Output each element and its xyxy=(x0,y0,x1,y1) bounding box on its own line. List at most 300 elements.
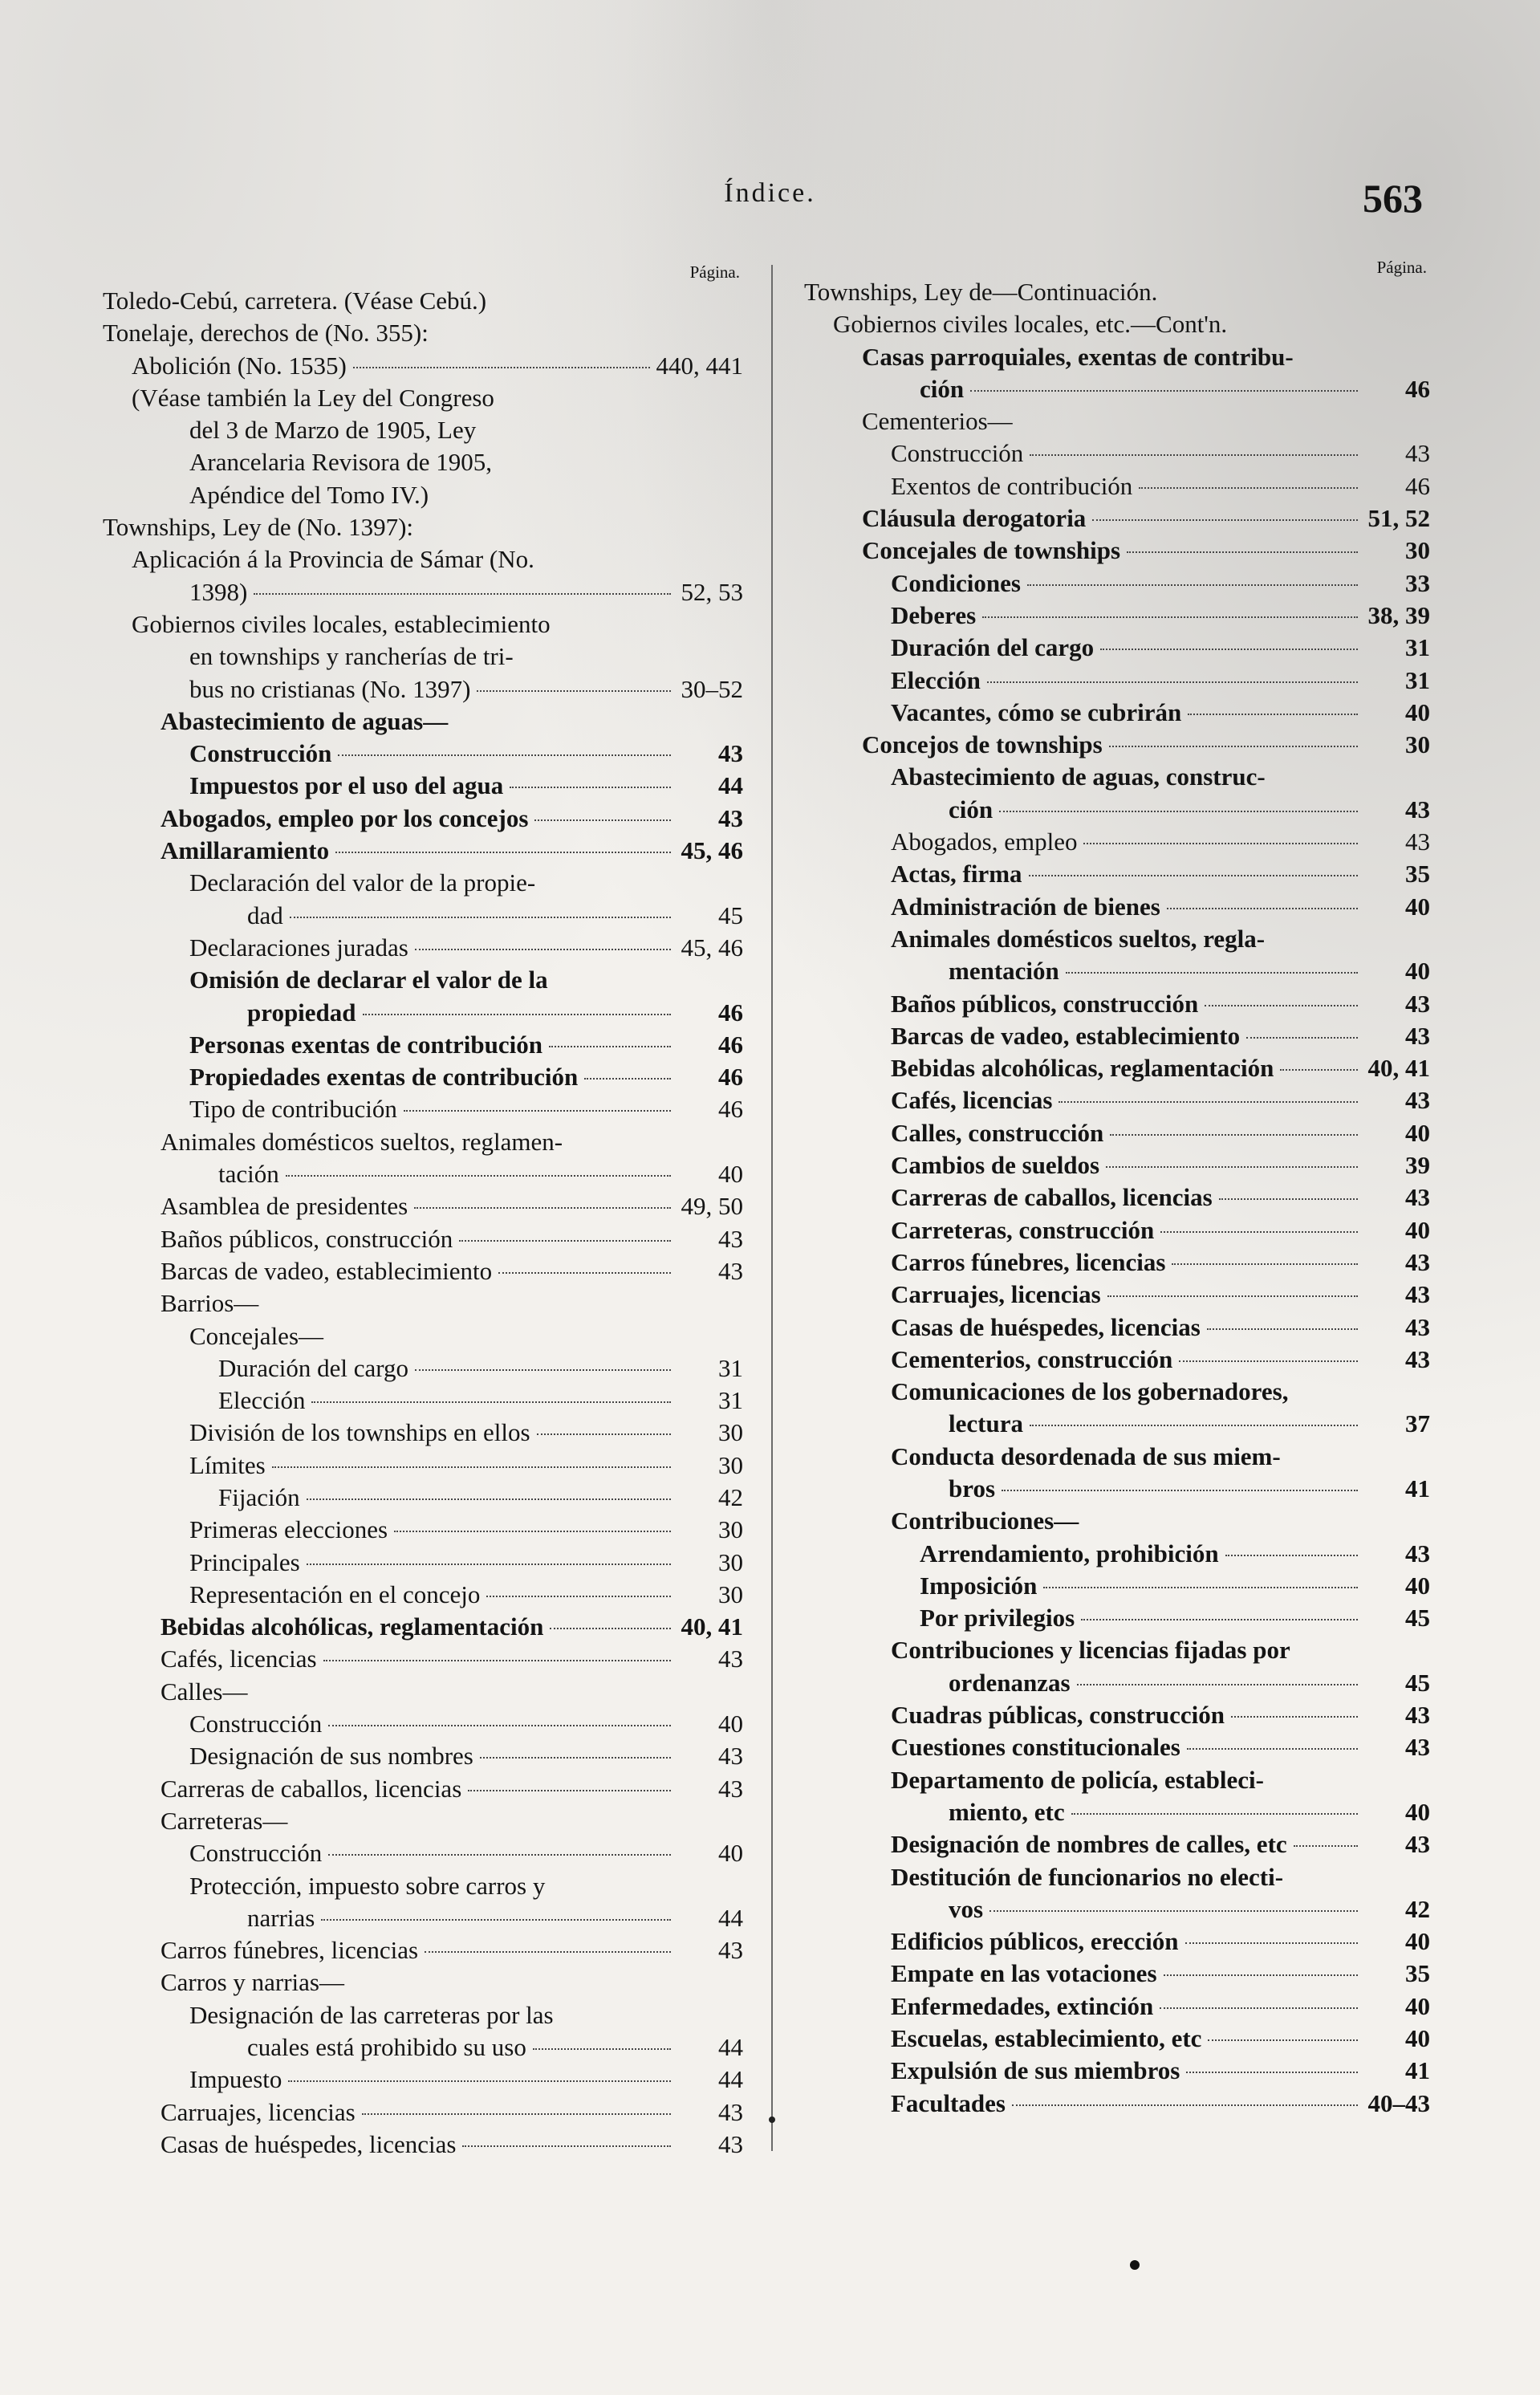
entry-text: Cementerios, construcción xyxy=(891,1344,1173,1373)
dot-leader xyxy=(363,1014,671,1015)
index-entry xyxy=(804,729,1430,761)
index-entry xyxy=(804,1020,1430,1052)
entry-text: Límites xyxy=(189,1450,266,1479)
page-reference: 46 xyxy=(1405,374,1430,403)
entry-line xyxy=(189,2031,743,2064)
entry-text: Construcción xyxy=(189,1839,323,1868)
index-entry xyxy=(103,2064,743,2096)
page-reference: 40 xyxy=(1405,1927,1430,1956)
entry-line xyxy=(920,1602,1430,1634)
entry-text: Designación de sus nombres xyxy=(189,1742,473,1771)
dot-leader xyxy=(1100,649,1358,650)
entry-line xyxy=(189,738,743,770)
index-entry xyxy=(103,1708,743,1740)
index-entry xyxy=(103,867,743,932)
entry-text: Propiedades exentas de contribución xyxy=(189,1063,579,1092)
entry-text: miento, etc xyxy=(949,1797,1065,1826)
entry-text: Arancelaria Revisora de 1905, xyxy=(189,448,493,477)
page-reference: 33 xyxy=(1405,568,1430,597)
column-divider xyxy=(771,265,773,2151)
entry-line xyxy=(189,1837,743,1869)
index-entry xyxy=(804,567,1430,600)
index-entry xyxy=(103,1676,743,1708)
entry-line xyxy=(862,535,1430,567)
index-entry xyxy=(804,1084,1430,1116)
index-entry xyxy=(103,1255,743,1287)
entry-text: Escuelas, establecimiento, etc xyxy=(891,2024,1202,2053)
entry-text: Omisión de declarar el valor de la xyxy=(189,966,548,994)
entry-line xyxy=(891,567,1430,600)
entry-text: ción xyxy=(920,374,965,403)
entry-text: Carreteras, construcción xyxy=(891,1215,1155,1244)
dot-leader xyxy=(290,917,671,918)
dot-leader xyxy=(1208,2039,1358,2041)
page-reference: 30 xyxy=(718,1547,743,1576)
entry-line xyxy=(891,2023,1430,2055)
entry-line xyxy=(189,900,743,932)
entry-text: Carros fúnebres, licencias xyxy=(891,1247,1166,1276)
entry-text: Tipo de contribución xyxy=(189,1095,397,1124)
dot-leader xyxy=(311,1401,671,1403)
entry-text: Carruajes, licencias xyxy=(161,2097,356,2126)
entry-text: Cementerios— xyxy=(862,407,1013,436)
dot-leader xyxy=(286,1175,671,1177)
entry-text: Barcas de vadeo, establecimiento xyxy=(161,1256,493,1285)
dot-leader xyxy=(425,1951,671,1953)
entry-text: Comunicaciones de los gobernadores, xyxy=(891,1377,1289,1406)
index-entry xyxy=(804,1925,1430,1958)
entry-line xyxy=(189,2064,743,2096)
index-entry xyxy=(103,1805,743,1837)
dot-leader xyxy=(1164,1974,1358,1976)
dot-leader xyxy=(415,949,671,950)
entry-line xyxy=(189,1547,743,1579)
index-entry xyxy=(804,1052,1430,1084)
dot-leader xyxy=(362,2113,671,2115)
index-entry xyxy=(103,285,743,317)
entry-text: Deberes xyxy=(891,600,977,629)
dot-leader xyxy=(1231,1716,1358,1718)
index-entry xyxy=(804,1731,1430,1763)
entry-line xyxy=(891,1279,1430,1311)
index-entry xyxy=(804,1376,1430,1441)
entry-text: Enfermedades, extinción xyxy=(891,1991,1154,2020)
dot-leader xyxy=(982,616,1358,618)
entry-line xyxy=(891,1344,1430,1376)
page-reference: 43 xyxy=(1405,1344,1430,1373)
right-column xyxy=(804,258,1430,2120)
dot-leader xyxy=(987,681,1358,683)
page-reference: 49, 50 xyxy=(681,1192,743,1221)
page-reference: 30 xyxy=(718,1418,743,1447)
entry-text: Asamblea de presidentes xyxy=(161,1192,408,1221)
entry-line xyxy=(189,770,743,802)
page-reference: 43 xyxy=(1405,1183,1430,1212)
page-reference: 440, 441 xyxy=(656,351,743,380)
index-entry xyxy=(103,770,743,802)
entry-text: Concejos de townships xyxy=(862,730,1103,759)
entry-text: bros xyxy=(949,1474,996,1502)
entry-text: Representación en el concejo xyxy=(189,1580,481,1608)
entry-text: Baños públicos, construcción xyxy=(891,989,1199,1018)
pagina-label: Página. xyxy=(1376,258,1427,277)
index-entry xyxy=(804,761,1430,826)
index-entry xyxy=(103,382,743,511)
entry-text: Personas exentas de contribución xyxy=(189,1030,543,1059)
index-entry xyxy=(103,350,743,382)
dot-leader xyxy=(1219,1198,1358,1200)
entry-text: Contribuciones— xyxy=(891,1507,1079,1535)
page-reference: 46 xyxy=(1405,471,1430,500)
page-reference: 30 xyxy=(718,1580,743,1608)
entry-line xyxy=(862,502,1430,535)
entry-text: Elección xyxy=(891,665,981,694)
dot-leader xyxy=(272,1466,671,1468)
entry-text: Tonelaje, derechos de (No. 355): xyxy=(103,319,429,348)
page-reference: 44 xyxy=(718,771,743,800)
index-entry xyxy=(804,1311,1430,1344)
index-entry xyxy=(804,1861,1430,1926)
page-reference: 39 xyxy=(1405,1151,1430,1180)
entry-text: Carros fúnebres, licencias xyxy=(161,1936,419,1965)
page-reference: 44 xyxy=(718,2033,743,2062)
index-entry xyxy=(103,1934,743,1966)
index-entry xyxy=(804,2055,1430,2087)
index-entry xyxy=(103,1417,743,1449)
dot-leader xyxy=(1081,1619,1358,1620)
entry-text: Abastecimiento de aguas— xyxy=(161,706,449,735)
page-reference: 43 xyxy=(718,803,743,832)
index-entry xyxy=(103,835,743,867)
dot-leader xyxy=(584,1078,671,1080)
entry-text: Designación de nombres de calles, etc xyxy=(891,1830,1287,1859)
page-reference: 31 xyxy=(718,1386,743,1415)
dot-leader xyxy=(1160,2007,1358,2009)
index-entry xyxy=(804,1602,1430,1634)
page-reference: 30 xyxy=(718,1450,743,1479)
entry-text: dad xyxy=(247,901,283,929)
index-entry xyxy=(804,437,1430,470)
dot-leader xyxy=(353,367,650,368)
index-entry xyxy=(103,705,743,738)
index-entry xyxy=(804,988,1430,1020)
entry-line xyxy=(161,835,743,867)
page-reference: 43 xyxy=(1405,1247,1430,1276)
dot-leader xyxy=(1294,1845,1358,1847)
page-reference: 40–43 xyxy=(1367,2088,1430,2117)
page-reference: 40, 41 xyxy=(681,1612,743,1641)
dot-leader xyxy=(321,1919,671,1921)
index-entry xyxy=(804,1990,1430,2023)
index-entry xyxy=(804,697,1430,729)
dot-leader xyxy=(462,2145,671,2147)
dot-leader xyxy=(1139,487,1358,489)
dot-leader xyxy=(477,690,671,692)
index-entry xyxy=(804,1570,1430,1602)
dot-leader xyxy=(1058,1101,1358,1103)
index-entry xyxy=(103,2096,743,2129)
dot-leader xyxy=(550,1628,671,1629)
entry-line xyxy=(891,1084,1430,1116)
entry-text: Casas de huéspedes, licencias xyxy=(891,1312,1201,1341)
entry-text: Baños públicos, construcción xyxy=(161,1224,453,1253)
dot-leader xyxy=(1077,1684,1358,1685)
entry-text: Vacantes, cómo se cubrirán xyxy=(891,697,1182,726)
index-entry xyxy=(804,891,1430,923)
entry-line xyxy=(891,1181,1430,1214)
page-reference: 43 xyxy=(1405,989,1430,1018)
entry-text: Animales domésticos sueltos, regla- xyxy=(891,924,1266,953)
index-entry xyxy=(103,1029,743,1061)
entry-line xyxy=(891,891,1430,923)
entry-text: Toledo-Cebú, carretera. (Véase Cebú.) xyxy=(103,287,487,315)
dot-leader xyxy=(537,1433,671,1435)
entry-text: Animales domésticos sueltos, reglamen- xyxy=(161,1127,563,1156)
page-reference: 40 xyxy=(1405,1797,1430,1826)
entry-text: Cuadras públicas, construcción xyxy=(891,1701,1225,1730)
entry-line xyxy=(189,1450,743,1482)
page-reference: 43 xyxy=(1405,439,1430,468)
dot-leader xyxy=(335,852,671,853)
index-entry xyxy=(804,2088,1430,2120)
entry-text: (Véase también la Ley del Congreso xyxy=(132,383,494,412)
entry-text: Primeras elecciones xyxy=(189,1515,388,1544)
page-reference: 42 xyxy=(1405,1894,1430,1923)
dot-leader xyxy=(989,1910,1358,1912)
entry-text: Gobiernos civiles locales, etc.—Cont'n. xyxy=(833,310,1228,339)
index-entry xyxy=(103,1223,743,1255)
page-reference: 46 xyxy=(718,1030,743,1059)
entry-text: Empate en las votaciones xyxy=(891,1959,1157,1988)
entry-text: Edificios públicos, erección xyxy=(891,1927,1179,1956)
dot-leader xyxy=(338,754,671,756)
index-entry xyxy=(103,1093,743,1125)
index-entry xyxy=(804,1764,1430,1829)
entry-text: Expulsión de sus miembros xyxy=(891,2056,1180,2085)
entry-line xyxy=(891,1958,1430,1990)
page-reference: 43 xyxy=(718,1774,743,1803)
page-reference: 40 xyxy=(1405,1991,1430,2020)
entry-line xyxy=(891,1796,1430,1828)
entry-line xyxy=(891,858,1430,890)
entry-text: cuales está prohibido su uso xyxy=(247,2033,526,2062)
ink-dot xyxy=(769,2116,775,2123)
entry-text: Designación de las carreteras por las xyxy=(189,2000,554,2029)
dot-leader xyxy=(1187,1748,1358,1750)
entry-line xyxy=(189,997,743,1029)
entry-line xyxy=(132,673,743,705)
entry-line xyxy=(920,1538,1430,1570)
page-reference: 43 xyxy=(718,1224,743,1253)
dot-leader xyxy=(534,819,671,821)
entry-text: Duración del cargo xyxy=(891,633,1095,662)
entry-text: Calles— xyxy=(161,1677,248,1706)
entry-line xyxy=(862,373,1430,405)
entry-text: Elección xyxy=(218,1386,306,1415)
entry-text: mentación xyxy=(949,957,1059,986)
entry-text: Declaración del valor de la propie- xyxy=(189,868,536,897)
dot-leader xyxy=(1186,2072,1358,2073)
entry-text: Bebidas alcohólicas, reglamentación xyxy=(161,1612,544,1641)
index-entry xyxy=(804,308,1430,340)
entry-text: propiedad xyxy=(247,998,356,1027)
entry-line xyxy=(189,932,743,964)
dot-leader xyxy=(498,1272,671,1274)
page-reference: 43 xyxy=(1405,1086,1430,1115)
right-entries xyxy=(804,276,1430,2120)
entry-text: del 3 de Marzo de 1905, Ley xyxy=(189,416,477,445)
dot-leader xyxy=(1207,1328,1358,1330)
entry-text: Concejales— xyxy=(189,1321,324,1350)
entry-line xyxy=(891,794,1430,826)
entry-line xyxy=(891,1117,1430,1149)
dot-leader xyxy=(1030,1425,1358,1426)
dot-leader xyxy=(1225,1555,1358,1556)
entry-line xyxy=(189,1514,743,1546)
dot-leader xyxy=(1109,746,1358,747)
entry-line xyxy=(189,1417,743,1449)
pagina-label: Página. xyxy=(689,262,740,282)
index-entry xyxy=(103,1190,743,1222)
page-reference: 45 xyxy=(1405,1668,1430,1697)
entry-line xyxy=(161,2129,743,2161)
page-reference: 45, 46 xyxy=(681,933,743,962)
entry-text: Cláusula derogatoria xyxy=(862,504,1087,533)
entry-line xyxy=(891,1925,1430,1958)
page-reference: 46 xyxy=(718,998,743,1027)
page-reference: 43 xyxy=(1405,1733,1430,1762)
page-reference: 43 xyxy=(718,2129,743,2158)
dot-leader xyxy=(533,2048,671,2050)
dot-leader xyxy=(254,593,671,595)
dot-leader xyxy=(415,1369,671,1371)
entry-line xyxy=(189,1093,743,1125)
page-reference: 43 xyxy=(718,1742,743,1771)
entry-text: Abastecimiento de aguas, construc- xyxy=(891,762,1266,791)
dot-leader xyxy=(468,1790,671,1791)
entry-line xyxy=(891,437,1430,470)
page-reference: 43 xyxy=(718,1256,743,1285)
page-reference: 40 xyxy=(718,1710,743,1738)
page-reference: 35 xyxy=(1405,860,1430,888)
dot-leader xyxy=(307,1563,671,1565)
entry-text: Imposición xyxy=(920,1571,1038,1600)
entry-text: Construcción xyxy=(891,439,1024,468)
index-entry xyxy=(103,1547,743,1579)
entry-text: narrias xyxy=(247,1903,315,1932)
index-entry xyxy=(804,1214,1430,1246)
entry-text: Cafés, licencias xyxy=(161,1645,317,1673)
entry-line xyxy=(891,1473,1430,1505)
entry-line xyxy=(189,1740,743,1772)
entry-text: Carruajes, licencias xyxy=(891,1280,1101,1309)
index-entry xyxy=(103,2129,743,2161)
index-entry xyxy=(804,632,1430,664)
dot-leader xyxy=(1027,584,1358,586)
entry-text: Principales xyxy=(189,1547,300,1576)
entry-line xyxy=(161,1158,743,1190)
entry-text: Exentos de contribución xyxy=(891,471,1133,500)
page-reference: 30–52 xyxy=(681,674,743,703)
entry-line xyxy=(161,803,743,835)
page-reference: 43 xyxy=(1405,1021,1430,1050)
page-reference: 40 xyxy=(1405,1215,1430,1244)
entry-line xyxy=(132,576,743,608)
index-entry xyxy=(103,1482,743,1514)
dot-leader xyxy=(480,1757,671,1759)
entry-text: Declaraciones juradas xyxy=(189,933,408,962)
index-entry xyxy=(103,803,743,835)
dot-leader xyxy=(1029,875,1358,876)
dot-leader xyxy=(1188,714,1358,715)
index-entry xyxy=(103,1320,743,1352)
entry-text: Casas de huéspedes, licencias xyxy=(161,2129,457,2158)
page-reference: 40 xyxy=(718,1160,743,1189)
entry-text: Abogados, empleo por los concejos xyxy=(161,803,529,832)
entry-text: Carros y narrias— xyxy=(161,1968,344,1997)
page-reference: 40 xyxy=(1405,1571,1430,1600)
index-entry xyxy=(103,543,743,608)
entry-text: Construcción xyxy=(189,739,332,768)
entry-line xyxy=(891,697,1430,729)
entry-line xyxy=(189,1708,743,1740)
page-reference: 40 xyxy=(1405,697,1430,726)
entry-text: en townships y rancherías de tri- xyxy=(189,642,514,671)
page-reference: 43 xyxy=(1405,1280,1430,1309)
entry-text: Duración del cargo xyxy=(218,1353,408,1382)
entry-text: Carreteras— xyxy=(161,1806,288,1835)
dot-leader xyxy=(459,1240,671,1242)
index-entry xyxy=(804,826,1430,858)
entry-line xyxy=(891,1020,1430,1052)
index-entry xyxy=(804,1181,1430,1214)
index-entry xyxy=(103,1966,743,1999)
index-entry xyxy=(804,923,1430,988)
entry-line xyxy=(161,2096,743,2129)
entry-line xyxy=(891,1731,1430,1763)
page-reference: 51, 52 xyxy=(1367,504,1430,533)
dot-leader xyxy=(394,1531,671,1532)
entry-line xyxy=(891,665,1430,697)
entry-text: Conducta desordenada de sus miem- xyxy=(891,1441,1281,1470)
dot-leader xyxy=(1280,1069,1358,1071)
dot-leader xyxy=(1172,1263,1358,1265)
entry-line xyxy=(920,1570,1430,1602)
entry-line xyxy=(218,1385,743,1417)
entry-line xyxy=(189,1061,743,1093)
entry-line xyxy=(891,2088,1430,2120)
dot-leader xyxy=(1185,1942,1358,1944)
entry-line xyxy=(891,1990,1430,2023)
index-entry xyxy=(804,1279,1430,1311)
page-reference: 40, 41 xyxy=(1367,1054,1430,1083)
entry-text: Casas parroquiales, exentas de contribu- xyxy=(862,342,1294,371)
index-entry xyxy=(804,665,1430,697)
entry-text: Cafés, licencias xyxy=(891,1086,1053,1115)
entry-text: Protección, impuesto sobre carros y xyxy=(189,1871,546,1900)
entry-text: Carreras de caballos, licencias xyxy=(891,1183,1213,1212)
index-entry xyxy=(804,1958,1430,1990)
index-entry xyxy=(804,858,1430,890)
entry-text: Concejales de townships xyxy=(862,536,1121,565)
page-reference: 43 xyxy=(718,1936,743,1965)
entry-text: Facultades xyxy=(891,2088,1006,2117)
page-reference: 42 xyxy=(718,1482,743,1511)
entry-text: Cambios de sueldos xyxy=(891,1151,1100,1180)
dot-leader xyxy=(328,1854,671,1856)
entry-text: Destitución de funcionarios no electi- xyxy=(891,1862,1284,1891)
entry-line xyxy=(891,955,1430,987)
